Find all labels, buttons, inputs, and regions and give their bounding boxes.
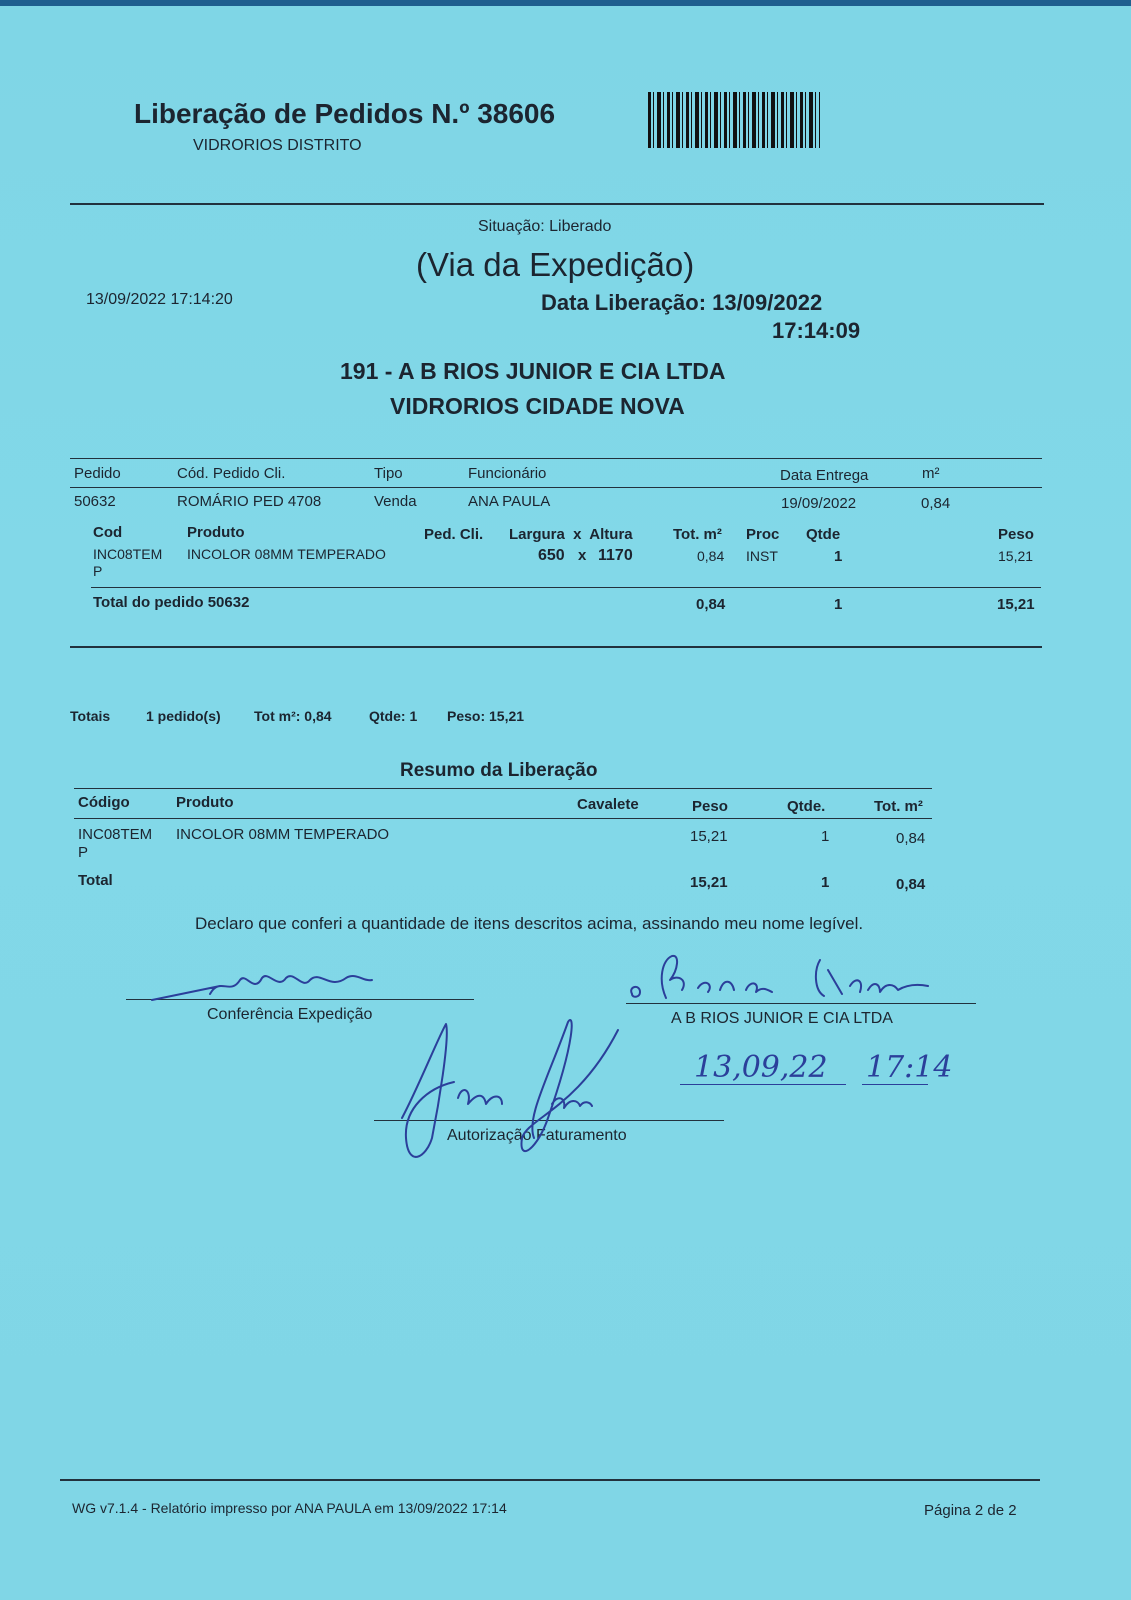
- totals-pedidos: 1 pedido(s): [146, 708, 221, 724]
- order-data-entrega: 19/09/2022: [781, 495, 857, 512]
- item-col-ped-cli: Ped. Cli.: [424, 526, 484, 543]
- summary-produto: INCOLOR 08MM TEMPERADO: [176, 826, 390, 843]
- item-produto: INCOLOR 08MM TEMPERADO: [187, 546, 386, 562]
- summary-col-produto: Produto: [176, 794, 234, 811]
- item-col-peso: Peso: [998, 526, 1034, 543]
- handwritten-time: 17:14: [866, 1050, 953, 1085]
- item-col-produto: Produto: [187, 524, 245, 541]
- document-page: [0, 6, 1131, 1600]
- autorizacao-label: Autorização Faturamento: [447, 1127, 627, 1144]
- summary-peso: 15,21: [690, 828, 728, 845]
- item-proc: INST: [746, 548, 778, 564]
- col-funcionario: Funcionário: [468, 465, 547, 482]
- totals-peso: Peso: 15,21: [447, 708, 525, 724]
- summary-top-rule: [74, 788, 932, 789]
- document-title: Liberação de Pedidos N.º 38606: [134, 98, 556, 129]
- col-m2: m²: [922, 465, 940, 482]
- handwritten-date-underline: [680, 1084, 846, 1085]
- item-col-largura-altura: Largura x Altura: [509, 526, 633, 543]
- summary-col-qtde: Qtde.: [787, 798, 826, 815]
- order-total-m2: 0,84: [696, 596, 726, 613]
- summary-col-peso: Peso: [692, 798, 728, 815]
- summary-col-tot-m2: Tot. m²: [874, 798, 923, 815]
- items-total-rule: [91, 587, 1041, 588]
- summary-total-peso: 15,21: [690, 874, 728, 891]
- item-col-cod: Cod: [93, 524, 123, 541]
- cliente-label: A B RIOS JUNIOR E CIA LTDA: [671, 1010, 893, 1027]
- summary-total-label: Total: [78, 872, 113, 889]
- totals-qtde: Qtde: 1: [369, 708, 418, 724]
- summary-qtde: 1: [821, 828, 830, 845]
- summary-header-rule: [74, 818, 932, 819]
- col-data-entrega: Data Entrega: [780, 467, 869, 484]
- order-total-label: Total do pedido 50632: [93, 594, 250, 611]
- release-time: 17:14:09: [772, 318, 861, 343]
- summary-codigo: INC08TEM: [78, 826, 153, 843]
- barcode: [648, 92, 820, 148]
- col-pedido: Pedido: [74, 465, 121, 482]
- col-cod-pedido-cli: Cód. Pedido Cli.: [177, 465, 286, 482]
- status-text: Situação: Liberado: [478, 218, 612, 235]
- item-tot-m2: 0,84: [697, 548, 725, 564]
- footer-divider: [60, 1479, 1040, 1481]
- item-cod: INC08TEM: [93, 546, 163, 562]
- conferencia-signature: [150, 966, 390, 1006]
- item-qtde: 1: [834, 548, 843, 565]
- conferencia-label: Conferência Expedição: [207, 1006, 373, 1023]
- item-col-proc: Proc: [746, 526, 780, 543]
- summary-total-tot-m2: 0,84: [896, 876, 926, 893]
- autorizacao-signature: [398, 1018, 628, 1168]
- summary-title: Resumo da Liberação: [400, 760, 598, 781]
- item-largura: 650: [538, 547, 565, 564]
- summary-codigo-wrap: P: [78, 844, 89, 861]
- order-total-qtde: 1: [834, 596, 843, 613]
- handwritten-date: 13,09,22: [694, 1050, 828, 1085]
- order-table-top-rule: [70, 458, 1042, 459]
- order-table-header-rule: [70, 487, 1042, 488]
- order-m2: 0,84: [921, 495, 951, 512]
- col-tipo: Tipo: [374, 465, 403, 482]
- totals-tot-m2: Tot m²: 0,84: [254, 708, 332, 724]
- via-title: (Via da Expedição): [416, 246, 695, 283]
- summary-col-cavalete: Cavalete: [577, 796, 639, 813]
- item-peso: 15,21: [998, 548, 1034, 564]
- totals-label: Totais: [70, 708, 111, 724]
- client-branch: VIDRORIOS CIDADE NOVA: [390, 393, 685, 419]
- order-total-peso: 15,21: [997, 596, 1035, 613]
- footer-page-number: Página 2 de 2: [924, 1502, 1017, 1519]
- item-col-qtde: Qtde: [806, 526, 841, 543]
- declaration-text: Declaro que conferi a quantidade de itens descritos acima, assinando meu nome legível.: [195, 914, 864, 933]
- footer-report-info: WG v7.1.4 - Relatório impresso por ANA PAULA em 13/09/2022 17:14: [72, 1500, 507, 1516]
- item-x: x: [578, 547, 587, 564]
- item-col-tot-m2: Tot. m²: [673, 526, 722, 543]
- handwritten-time-underline: [862, 1084, 928, 1085]
- client-name: 191 - A B RIOS JUNIOR E CIA LTDA: [340, 358, 726, 384]
- release-date: Data Liberação: 13/09/2022: [541, 290, 823, 315]
- order-table-bottom-rule: [70, 646, 1042, 648]
- order-pedido: 50632: [74, 493, 116, 510]
- order-funcionario: ANA PAULA: [468, 493, 551, 510]
- summary-total-qtde: 1: [821, 874, 830, 891]
- order-cod-pedido-cli: ROMÁRIO PED 4708: [177, 493, 322, 510]
- document-subtitle: VIDRORIOS DISTRITO: [193, 137, 362, 154]
- printed-datetime: 13/09/2022 17:14:20: [86, 291, 233, 308]
- summary-col-codigo: Código: [78, 794, 130, 811]
- cliente-signature: [628, 950, 948, 1006]
- header-divider: [70, 203, 1044, 205]
- summary-tot-m2: 0,84: [896, 830, 926, 847]
- item-altura: 1170: [598, 547, 633, 564]
- order-tipo: Venda: [374, 493, 417, 510]
- item-cod-wrap: P: [93, 563, 103, 579]
